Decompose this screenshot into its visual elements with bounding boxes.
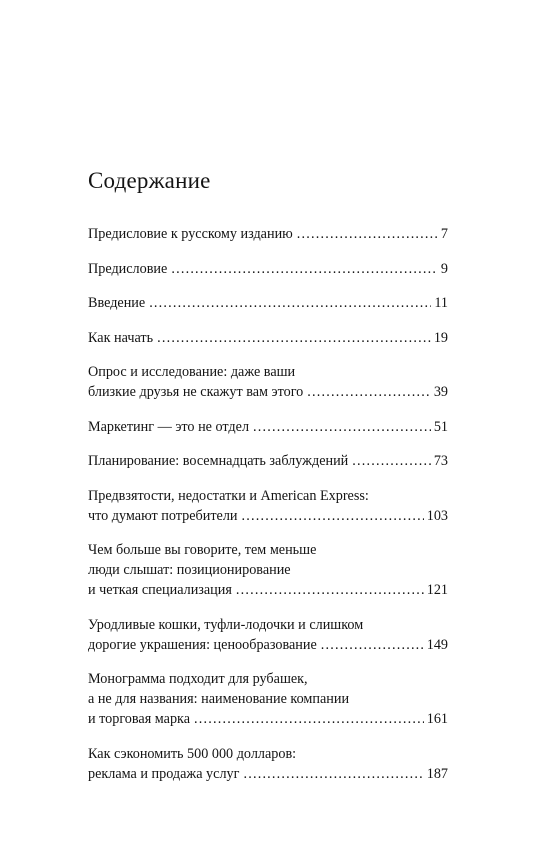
dot-leader [194, 709, 424, 729]
toc-page-number: 51 [433, 418, 448, 435]
toc-entry-last-line [88, 259, 448, 279]
toc-entry-last-line [88, 506, 448, 526]
toc-list [88, 224, 448, 784]
toc-entry-line: Маркетинг — это не отдел [88, 418, 250, 435]
toc-entry [88, 328, 448, 348]
toc-entry [88, 259, 448, 279]
toc-entry-line: Уродливые кошки, туфли-лодочки и слишком [88, 616, 364, 633]
toc-entry [88, 540, 448, 600]
toc-entry-line: Как сэкономить 500 000 долларов: [88, 745, 297, 762]
toc-entry-last-line [88, 580, 448, 600]
toc-entry-line: Введение [88, 295, 146, 311]
toc-entry [88, 744, 448, 784]
dot-leader [321, 635, 424, 655]
toc-entry-line: дорогие украшения: ценообразование [88, 636, 317, 653]
toc-page-number: 11 [434, 295, 448, 311]
toc-entry [88, 669, 448, 729]
toc-entry [88, 224, 448, 244]
toc-page-number: 161 [426, 711, 448, 727]
toc-entry-line: Предисловие к русскому изданию [88, 226, 293, 242]
toc-entry-line: Предисловие [88, 260, 168, 277]
toc-page [88, 166, 448, 798]
toc-page-number: 7 [440, 226, 448, 242]
dot-leader [171, 259, 438, 279]
toc-entry-line: близкие друзья не скажут вам этого [88, 384, 304, 400]
toc-entry-last-line [88, 224, 448, 244]
toc-page-number: 121 [426, 582, 448, 598]
toc-entry-line: реклама и продажа услуг [88, 765, 240, 782]
toc-entry-line: Планирование: восемнадцать заблуждений [88, 453, 349, 469]
toc-entry-line: люди слышат: позиционирование [88, 562, 291, 578]
toc-entry-last-line [88, 328, 448, 348]
toc-entry-line: Предвзятости, недостатки и American Express: [88, 487, 369, 504]
dot-leader [352, 451, 431, 471]
toc-entry-line: что думают потребители [88, 507, 238, 524]
toc-entry-last-line [88, 451, 448, 471]
toc-entry [88, 486, 448, 526]
dot-leader [253, 417, 431, 437]
toc-entry-last-line [88, 382, 448, 402]
toc-entry-line: а не для названия: наименование компании [88, 691, 350, 707]
toc-entry-last-line [88, 635, 448, 655]
toc-entry-last-line [88, 417, 448, 437]
toc-entry [88, 293, 448, 313]
toc-entry-line: Чем больше вы говорите, тем меньше [88, 542, 317, 558]
dot-leader [307, 382, 431, 402]
toc-entry [88, 451, 448, 471]
toc-title: Содержание [88, 168, 211, 193]
dot-leader [297, 224, 438, 244]
toc-entry-line: и четкая специализация [88, 582, 232, 598]
toc-page-number: 73 [433, 453, 448, 469]
toc-entry-last-line [88, 293, 448, 313]
toc-entry-line: Опрос и исследование: даже ваши [88, 364, 296, 380]
toc-entry [88, 615, 448, 655]
toc-entry [88, 362, 448, 402]
toc-page-number: 103 [426, 507, 448, 524]
toc-entry-last-line [88, 709, 448, 729]
toc-entry-line: Монограмма подходит для рубашек, [88, 671, 308, 687]
dot-leader [149, 293, 431, 313]
toc-entry [88, 417, 448, 437]
toc-entry-line: и торговая марка [88, 711, 191, 727]
toc-page-number: 19 [433, 329, 448, 346]
dot-leader [243, 764, 423, 784]
toc-page-number: 39 [433, 384, 448, 400]
dot-leader [242, 506, 424, 526]
dot-leader [157, 328, 431, 348]
toc-page-number: 149 [426, 636, 448, 653]
toc-entry-last-line [88, 764, 448, 784]
dot-leader [236, 580, 424, 600]
toc-entry-line: Как начать [88, 329, 154, 346]
toc-page-number: 187 [426, 765, 448, 782]
toc-page-number: 9 [440, 260, 448, 277]
